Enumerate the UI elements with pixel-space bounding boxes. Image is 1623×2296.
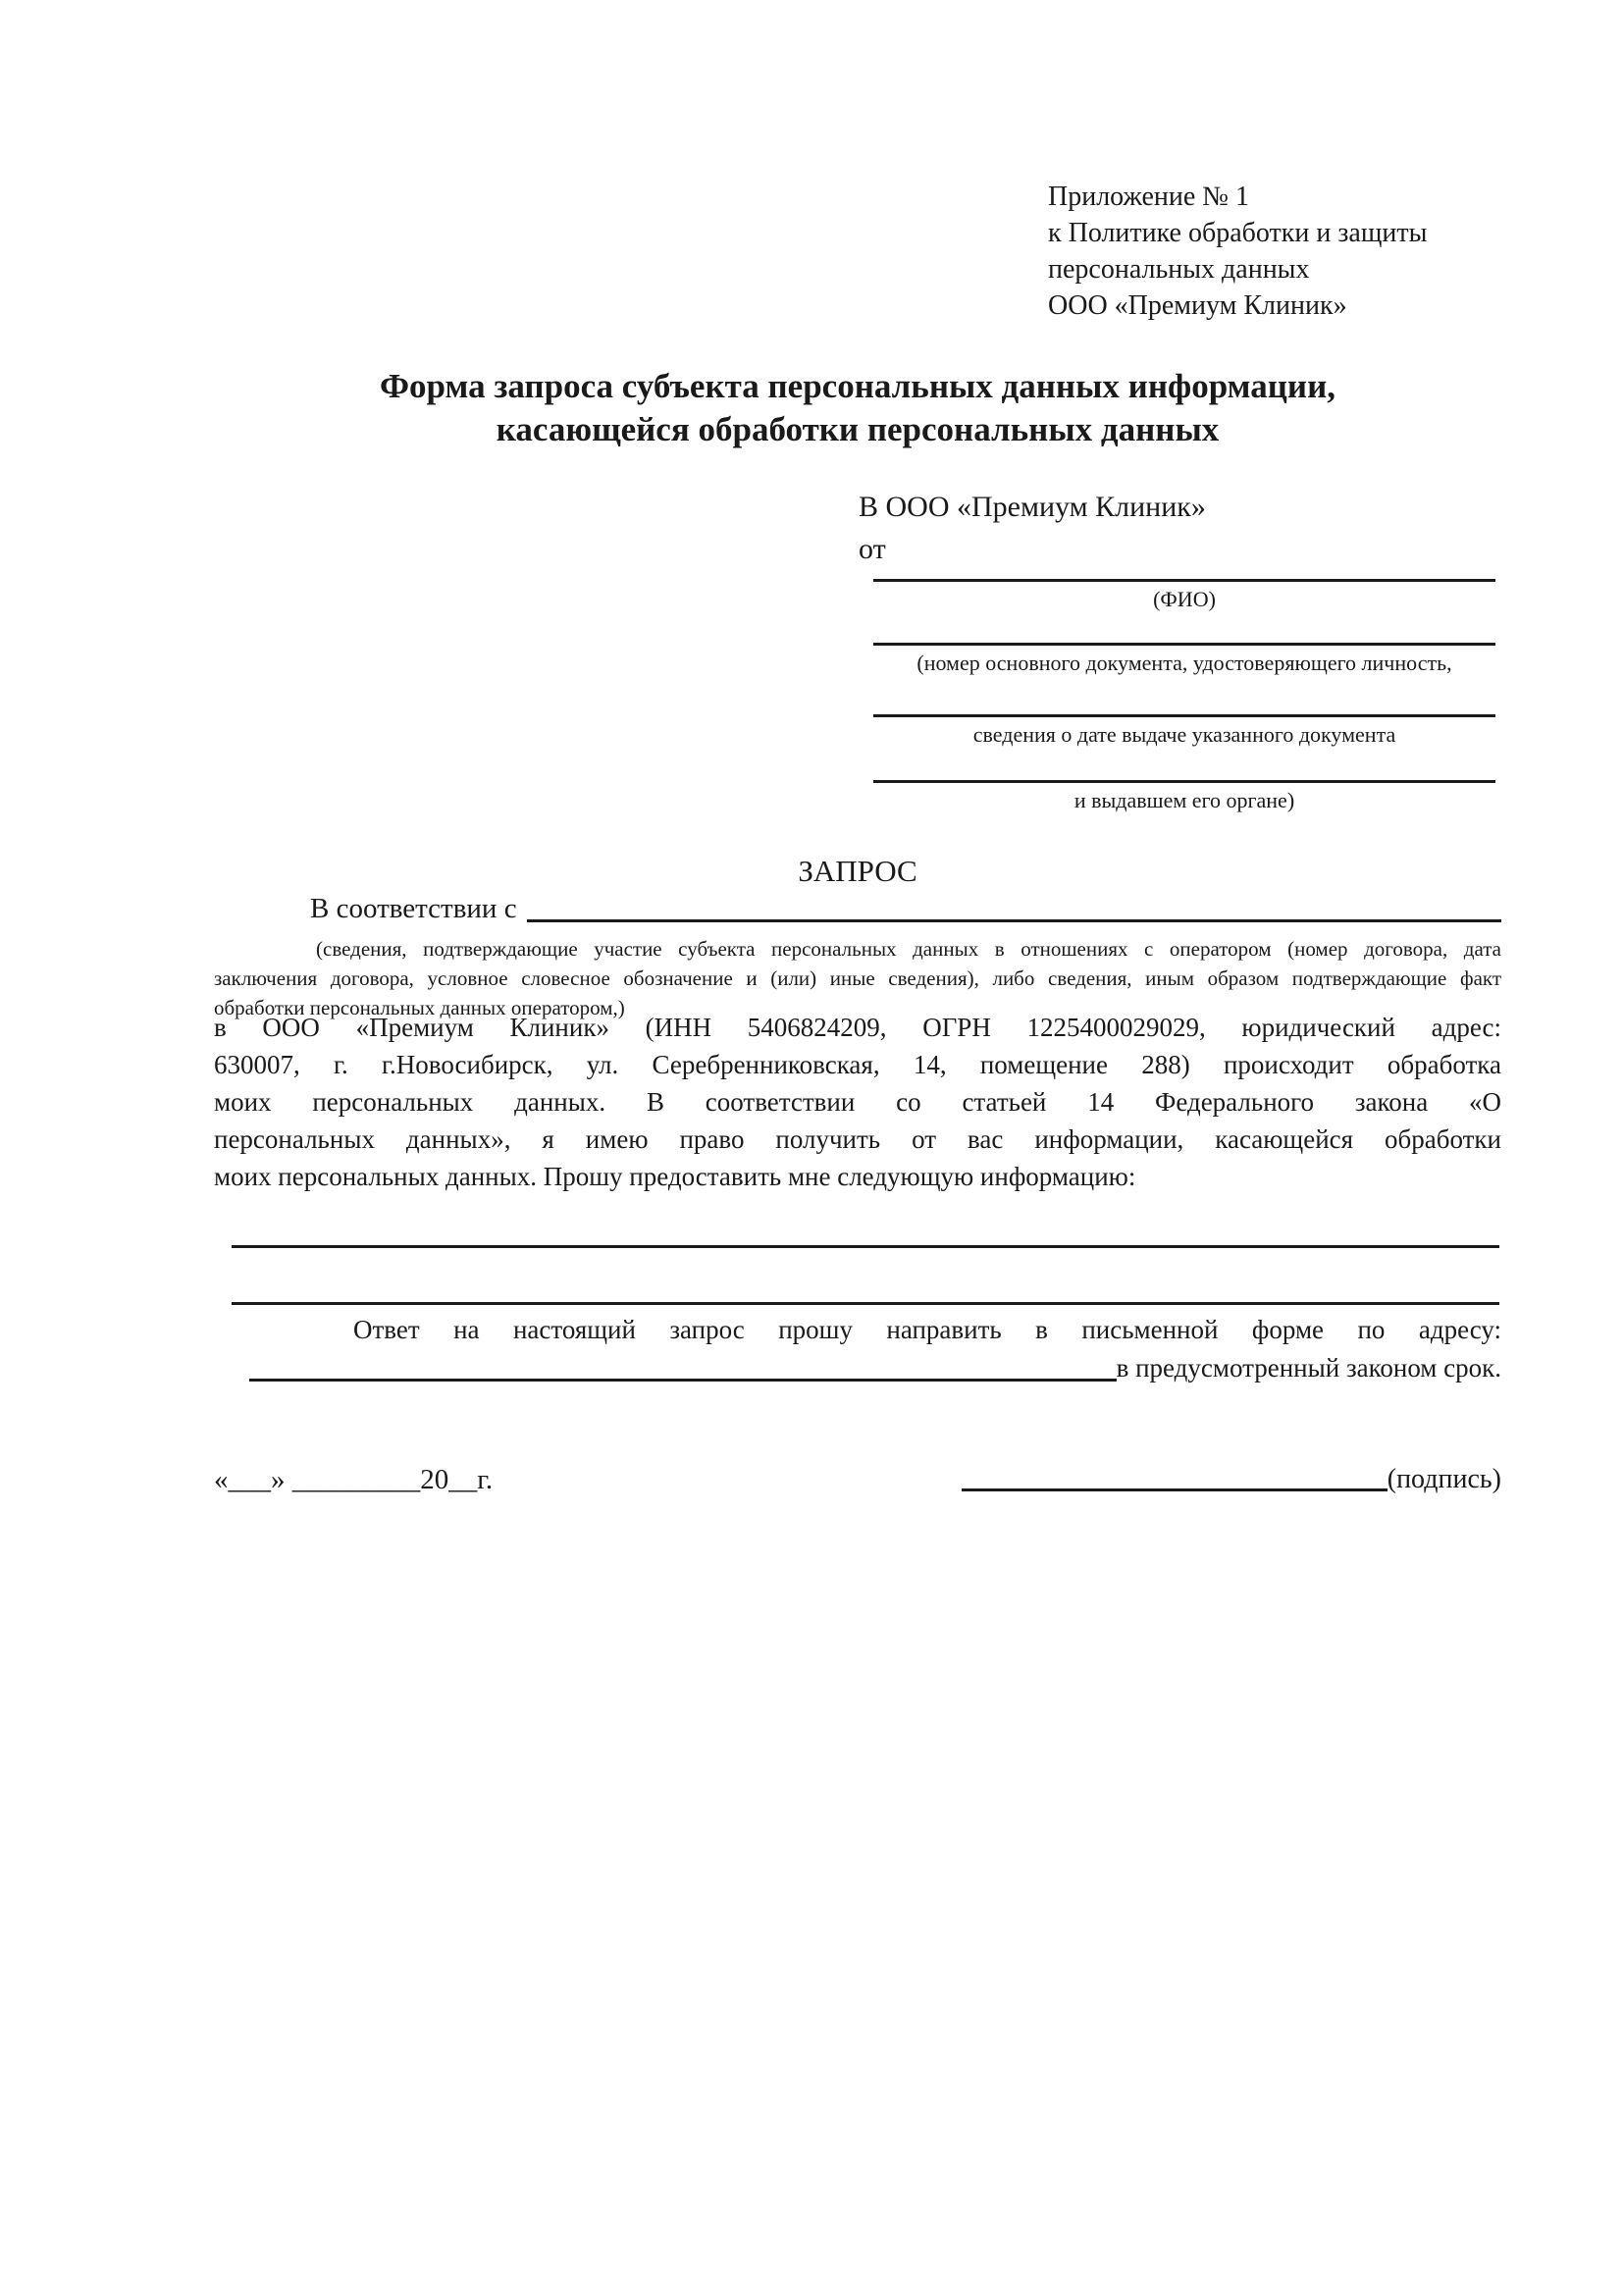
requested-info-blank-line-1 xyxy=(232,1245,1499,1248)
reply-deadline-text: в предусмотренный законом срок. xyxy=(1116,1353,1501,1383)
body-line: моих персональных данных. Прошу предоставить мне следующую информацию: xyxy=(214,1162,1136,1191)
id-document-issuer-blank-field xyxy=(873,780,1495,813)
body-line: в ООО «Премиум Клиник» (ИНН 5406824209, ОГРН 1225400029029, юридический адрес: xyxy=(214,1013,1501,1042)
signature-caption: (подпись) xyxy=(1387,1464,1501,1494)
annex-line: к Политике обработки и защиты xyxy=(1048,218,1428,248)
signature-group xyxy=(962,1462,1501,1497)
addressee-to: В ООО «Премиум Клиник» xyxy=(859,491,1206,523)
document-title-line: Форма запроса субъекта персональных данных информации, xyxy=(379,367,1336,405)
id-document-issue-date-caption: сведения о дате выдаче указанного документа xyxy=(972,722,1396,747)
fio-field-caption: (ФИО) xyxy=(1153,587,1216,611)
annex-line: Приложение № 1 xyxy=(1048,182,1249,212)
annex-line: ООО «Премиум Клиник» xyxy=(1048,290,1347,321)
body-line: моих персональных данных. В соответствии со статьей 14 Федерального закона «О xyxy=(214,1087,1501,1117)
id-document-issue-date-blank-field xyxy=(873,714,1495,748)
annex-line: персональных данных xyxy=(1048,254,1310,285)
reply-address-sentence: Ответ на настоящий запрос прошу направить в письменной форме по адресу: xyxy=(353,1315,1501,1344)
annex-reference-block xyxy=(1048,179,1427,324)
note-line: обработки персональных данных оператором,) xyxy=(214,996,625,1019)
id-document-number-caption: (номер основного документа, удостоверяющего личность, xyxy=(916,651,1452,675)
intro-row xyxy=(214,893,1501,925)
document-title xyxy=(214,365,1501,451)
fio-blank-field xyxy=(873,579,1495,612)
request-heading: ЗАПРОС xyxy=(798,854,917,888)
addressee-from-label: от xyxy=(859,533,886,565)
signature-blank-line xyxy=(962,1488,1387,1491)
document-title-line: касающейся обработки персональных данных xyxy=(496,410,1220,448)
id-document-number-blank-field xyxy=(873,643,1495,676)
id-document-issuer-caption: и выдавшем его органе) xyxy=(1073,788,1295,812)
body-line: 630007, г. г.Новосибирск, ул. Серебренниковская, 14, помещение 288) происходит обработка xyxy=(214,1050,1501,1079)
date-signature-row xyxy=(214,1462,1501,1497)
requested-info-blank-line-2 xyxy=(232,1302,1499,1305)
reply-address-row xyxy=(214,1350,1501,1385)
date-blank-text: «___» _________20__г. xyxy=(214,1464,494,1495)
body-paragraph xyxy=(214,1009,1501,1195)
intro-blank-line xyxy=(527,893,1501,922)
intro-label: В соответствии с xyxy=(310,893,517,924)
note-line: (сведения, подтверждающие участие субъекта персональных данных в отношениях с оператором (номер договора, дата xyxy=(316,937,1501,961)
note-line: заключения договора, условное словесное обозначение и (или) иные сведения), либо сведения, иным образом подтверждающие факт xyxy=(214,966,1501,990)
body-line: персональных данных», я имею право получить от вас информации, касающейся обработки xyxy=(214,1124,1501,1154)
reply-address-blank-line xyxy=(249,1350,1117,1382)
